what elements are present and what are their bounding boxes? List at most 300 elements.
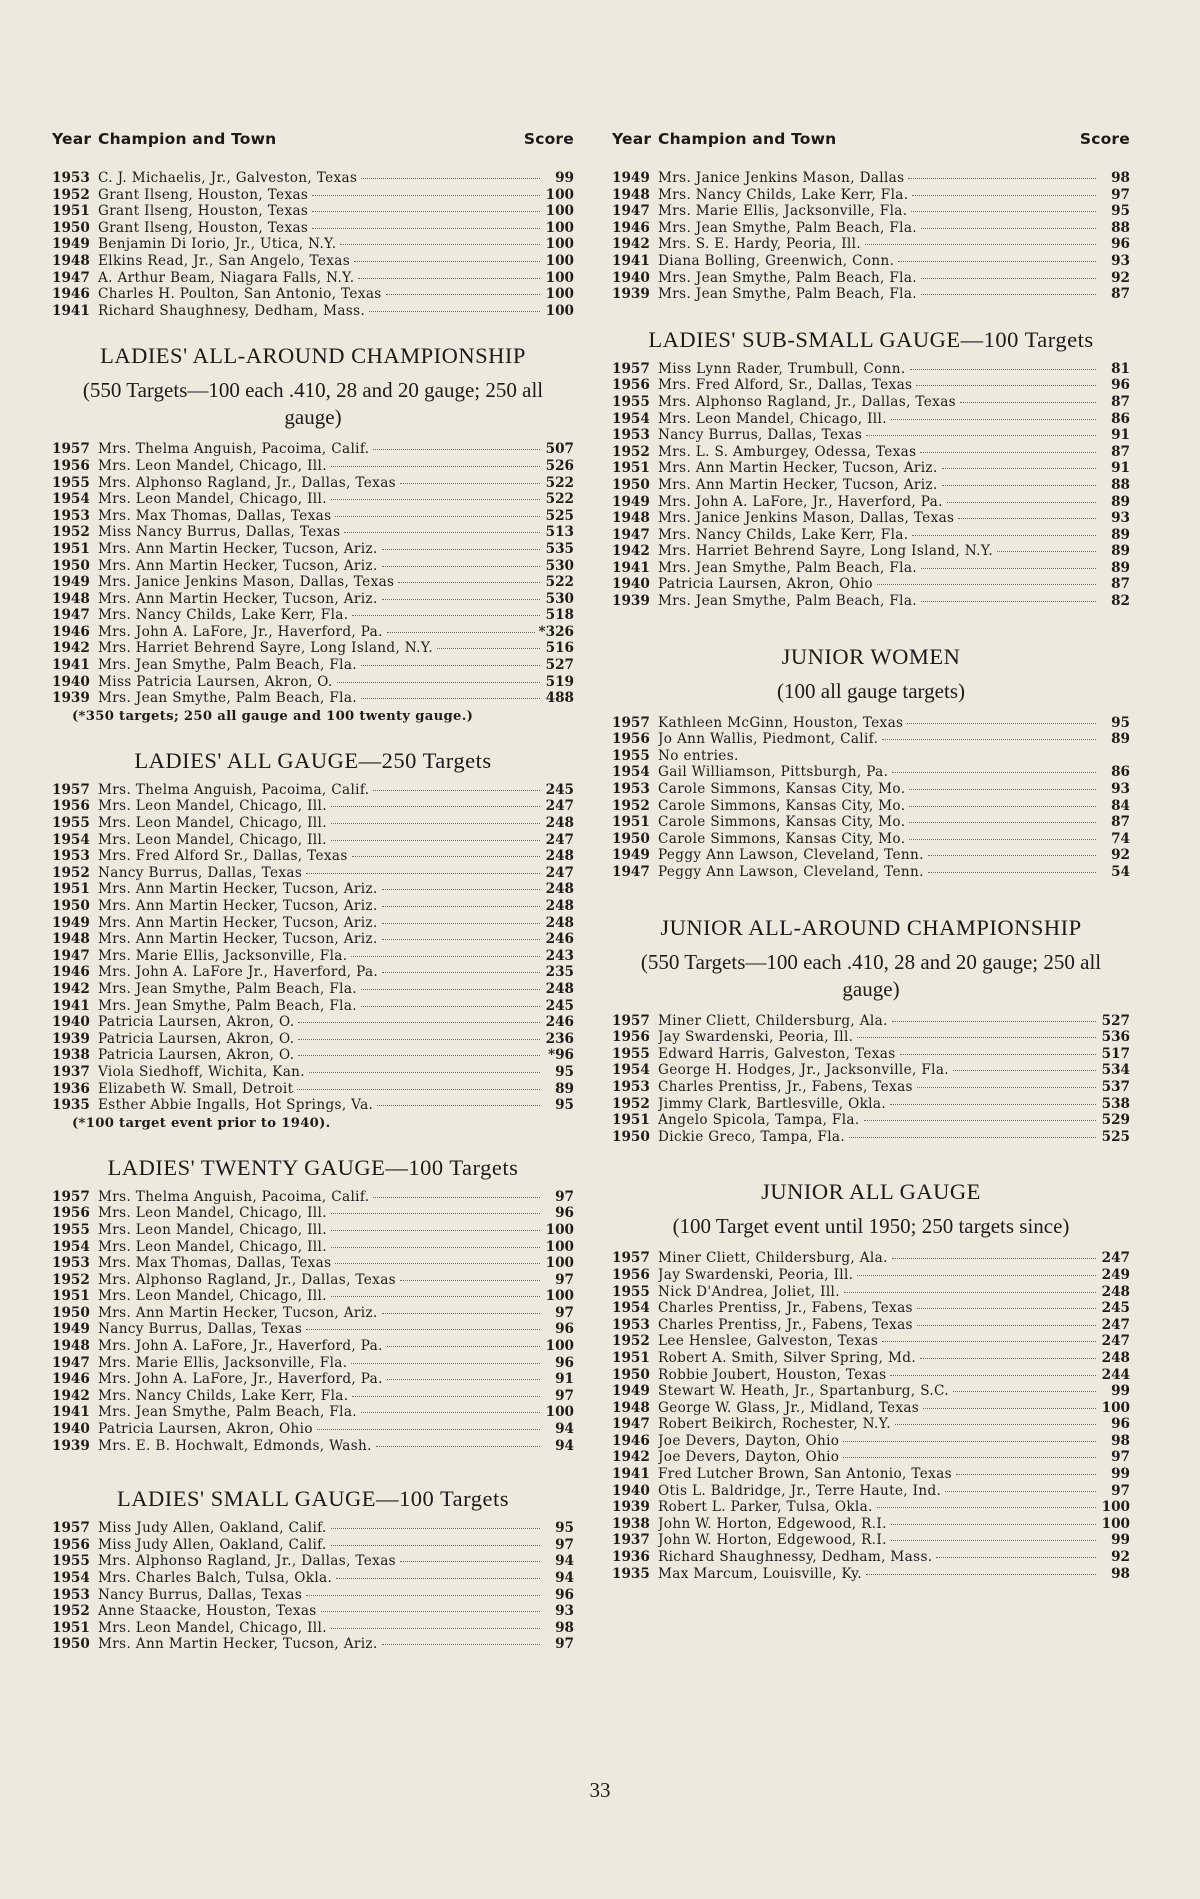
section-title: LADIES' ALL GAUGE—250 Targets (134, 747, 492, 773)
entry-score: 245 (1101, 1300, 1130, 1317)
entry-year: 1948 (52, 1338, 90, 1355)
entry-champion: Charles Prentiss, Jr., Fabens, Texas (658, 1316, 913, 1333)
entry-champion: Miss Judy Allen, Oakland, Calif. (98, 1520, 327, 1537)
dot-leader (882, 1340, 1096, 1342)
dot-leader (923, 1407, 1096, 1409)
entry-champion: Nancy Burrus, Dallas, Texas (98, 1586, 303, 1603)
entry-champion: Richard Shaughnesy, Dedham, Mass. (98, 302, 366, 319)
header-champion: Champion and Town (658, 130, 837, 148)
entry-score: 527 (1101, 1012, 1130, 1029)
entry-champion: Mrs. Ann Martin Hecker, Tucson, Ariz. (658, 476, 938, 493)
entry-year: 1946 (52, 623, 90, 640)
dot-leader (373, 789, 540, 791)
dot-leader (921, 567, 1096, 569)
list-item (52, 1371, 574, 1388)
entry-champion: Mrs. Ann Martin Hecker, Tucson, Ariz. (98, 540, 378, 557)
entry-year: 1947 (612, 526, 650, 543)
entry-champion: Mrs. Leon Mandel, Chicago, Ill. (98, 1238, 327, 1255)
entry-champion: Mrs. Ann Martin Hecker, Tucson, Ariz. (98, 1304, 378, 1321)
list-item (612, 576, 1130, 593)
entry-score: 236 (545, 1030, 574, 1047)
entry-year: 1954 (612, 410, 650, 427)
entry-year: 1948 (612, 510, 650, 527)
dot-leader (909, 838, 1096, 840)
entry-year: 1949 (52, 1321, 90, 1338)
dot-leader (877, 1506, 1096, 1508)
list-item (612, 460, 1130, 477)
dot-leader (890, 1103, 1096, 1105)
list-item (612, 170, 1130, 187)
entry-score: 527 (545, 657, 574, 674)
entry-champion: Mrs. Ann Martin Hecker, Tucson, Ariz. (658, 460, 938, 477)
dot-leader (912, 194, 1096, 196)
entry-score: 100 (545, 1338, 574, 1355)
entry-score: 100 (545, 186, 574, 203)
entry-year: 1947 (52, 947, 90, 964)
entry-score: 96 (1111, 236, 1130, 253)
dot-leader (331, 1246, 540, 1248)
entry-champion: Mrs. Ann Martin Hecker, Tucson, Ariz. (98, 881, 378, 898)
entry-score: 96 (1111, 377, 1130, 394)
dot-leader (382, 971, 540, 973)
list-item (612, 798, 1130, 815)
entry-score: 97 (555, 1271, 574, 1288)
entry-score: *96 (547, 1047, 574, 1064)
list-item (612, 1566, 1130, 1583)
dot-leader (936, 1556, 1096, 1558)
entry-score: 89 (555, 1080, 574, 1097)
entry-year: 1946 (52, 1371, 90, 1388)
entry-champion: Mrs. Janice Jenkins Mason, Dallas, Texas (98, 574, 395, 591)
entry-year: 1947 (612, 864, 650, 880)
entry-year: 1939 (52, 1030, 90, 1047)
entry-score: 247 (545, 831, 574, 848)
dot-leader (864, 1119, 1096, 1121)
entry-score: 100 (545, 219, 574, 236)
entry-champion: Mrs. John A. LaFore, Jr., Haverford, Pa. (98, 1371, 383, 1388)
dot-leader (331, 1627, 540, 1629)
entry-score: 96 (555, 1586, 574, 1603)
list-item (52, 253, 574, 270)
entry-year: 1949 (612, 170, 650, 186)
dot-leader (891, 1523, 1096, 1525)
entry-year: 1952 (612, 1333, 650, 1350)
entry-year: 1949 (52, 574, 90, 591)
entry-year: 1957 (612, 714, 650, 731)
entry-year: 1949 (52, 236, 90, 253)
list-item (52, 303, 574, 320)
list-item (612, 715, 1130, 732)
dot-leader (373, 1196, 540, 1198)
entry-champion: Mrs. Fred Alford, Sr., Dallas, Texas (658, 377, 913, 394)
entry-score: 95 (555, 1063, 574, 1080)
entry-champion: Lee Henslee, Galveston, Texas (658, 1333, 879, 1350)
entry-champion: Otis L. Baldridge, Jr., Terre Haute, Ind. (658, 1482, 942, 1499)
dot-leader (335, 1262, 540, 1264)
list-item (52, 1239, 574, 1256)
dot-leader (336, 1577, 540, 1579)
dot-leader (297, 1088, 540, 1090)
entry-champion: Mrs. Ann Martin Hecker, Tucson, Ariz. (98, 931, 378, 948)
entry-champion: Mrs. Harriet Behrend Sayre, Long Island, N.Y. (658, 543, 994, 560)
entry-year: 1951 (52, 540, 90, 557)
entry-score: 97 (555, 1387, 574, 1404)
entry-year: 1935 (52, 1097, 90, 1114)
list-item (52, 657, 574, 674)
entry-score: 100 (545, 1255, 574, 1272)
list-item (52, 832, 574, 849)
dot-leader (361, 1005, 540, 1007)
header-champion: Champion and Town (98, 130, 277, 148)
entry-score: 98 (1111, 170, 1130, 186)
entry-year: 1950 (52, 219, 90, 236)
entry-year: 1949 (52, 914, 90, 931)
dot-leader (891, 1539, 1096, 1541)
entry-score: 93 (1111, 781, 1130, 798)
entry-champion: C. J. Michaelis, Jr., Galveston, Texas (98, 170, 358, 186)
list-item (612, 1046, 1130, 1063)
right-column-header (612, 130, 1130, 148)
entry-score: 89 (1111, 559, 1130, 576)
entry-champion: Mrs. Leon Mandel, Chicago, Ill. (98, 798, 327, 815)
entry-champion: Peggy Ann Lawson, Cleveland, Tenn. (658, 847, 924, 864)
dot-leader (857, 1036, 1096, 1038)
entry-year: 1948 (52, 931, 90, 948)
dot-leader (386, 293, 540, 295)
entry-champion: Patricia Laursen, Akron, Ohio (658, 576, 873, 593)
entry-year: 1951 (612, 814, 650, 831)
entry-year: 1936 (52, 1080, 90, 1097)
entry-score: 100 (545, 203, 574, 220)
entry-year: 1953 (612, 427, 650, 444)
entry-year: 1940 (52, 1421, 90, 1438)
entry-score: 513 (545, 524, 574, 541)
entry-year: 1953 (612, 781, 650, 798)
dot-leader (376, 1445, 540, 1447)
list-item (612, 477, 1130, 494)
entry-year: 1950 (612, 830, 650, 847)
dot-leader (331, 1229, 540, 1231)
list-item (52, 1288, 574, 1305)
list-item (52, 1321, 574, 1338)
entry-champion: Mrs. Jean Smythe, Palm Beach, Fla. (98, 690, 357, 707)
entry-year: 1953 (52, 1255, 90, 1272)
entry-score: *326 (538, 623, 574, 640)
entry-year: 1936 (612, 1549, 650, 1566)
entry-year: 1947 (52, 1354, 90, 1371)
list-item (52, 1222, 574, 1239)
dot-leader (317, 1428, 540, 1430)
entry-score: 89 (1111, 493, 1130, 510)
entry-year: 1952 (52, 524, 90, 541)
section-title: LADIES' ALL-AROUND CHAMPIONSHIP (100, 343, 526, 369)
entry-score: 96 (555, 1205, 574, 1222)
dot-leader (953, 1069, 1096, 1071)
entry-champion: Robert A. Smith, Silver Spring, Md. (658, 1349, 917, 1366)
dot-leader (866, 434, 1096, 436)
entry-champion: Jimmy Clark, Bartlesville, Okla. (658, 1095, 886, 1112)
entry-year: 1953 (612, 1078, 650, 1095)
list-item (52, 1438, 574, 1455)
entry-champion: Anne Staacke, Houston, Texas (98, 1603, 317, 1620)
entry-year: 1955 (52, 1221, 90, 1238)
entry-champion: Patricia Laursen, Akron, O. (98, 1014, 295, 1031)
entry-score: 94 (555, 1553, 574, 1570)
dot-leader (382, 598, 540, 600)
entry-score: 96 (555, 1354, 574, 1371)
entry-score: 245 (545, 997, 574, 1014)
list-item (612, 593, 1130, 610)
list-item (612, 411, 1130, 428)
entry-champion: Mrs. Nancy Childs, Lake Kerr, Fla. (98, 1387, 349, 1404)
list-item (52, 1603, 574, 1620)
list-item (612, 1013, 1130, 1030)
entry-year: 1956 (612, 1029, 650, 1046)
dot-leader (945, 1490, 1096, 1492)
list-item (612, 731, 1130, 748)
ladies-sub-small-gauge-list (612, 361, 1130, 610)
entry-year: 1949 (612, 493, 650, 510)
list-item (52, 1404, 574, 1421)
entry-champion: Nancy Burrus, Dallas, Texas (658, 427, 863, 444)
entry-score: 525 (1101, 1128, 1130, 1145)
entry-champion: Mrs. Ann Martin Hecker, Tucson, Ariz. (98, 914, 378, 931)
entry-champion: Mrs. Jean Smythe, Palm Beach, Fla. (658, 219, 917, 236)
entry-champion: Stewart W. Heath, Jr., Spartanburg, S.C. (658, 1383, 949, 1400)
entry-score: 98 (1111, 1565, 1130, 1582)
entry-score: 518 (545, 607, 574, 624)
dot-leader (382, 565, 540, 567)
entry-year: 1955 (52, 474, 90, 491)
entry-champion: Mrs. Fred Alford Sr., Dallas, Texas (98, 848, 348, 865)
dot-leader (892, 1257, 1096, 1259)
list-item (612, 1250, 1130, 1267)
entry-year: 1950 (612, 1128, 650, 1145)
dot-leader (306, 1594, 540, 1596)
entry-score: 86 (1111, 764, 1130, 781)
entry-year: 1954 (612, 1062, 650, 1079)
list-item (612, 1267, 1130, 1284)
entry-year: 1942 (612, 1449, 650, 1466)
entry-champion: Mrs. S. E. Hardy, Peoria, Ill. (658, 236, 861, 253)
section-note: (*100 target event prior to 1940). (72, 1115, 331, 1131)
list-item (52, 220, 574, 237)
ladies-all-around-section (52, 343, 574, 724)
list-item (612, 864, 1130, 881)
dot-leader (921, 277, 1096, 279)
entry-champion: Mrs. Leon Mandel, Chicago, Ill. (98, 491, 327, 508)
entry-champion: Mrs. Janice Jenkins Mason, Dallas (658, 170, 905, 186)
entry-champion: Grant Ilseng, Houston, Texas (98, 219, 309, 236)
junior-all-gauge-list (612, 1250, 1130, 1582)
list-item (52, 981, 574, 998)
dot-leader (928, 854, 1096, 856)
entry-score: 536 (1101, 1029, 1130, 1046)
entry-year: 1952 (612, 443, 650, 460)
entry-score: 507 (545, 441, 574, 458)
entry-score: 247 (545, 798, 574, 815)
entry-year: 1956 (52, 798, 90, 815)
entry-year: 1952 (52, 1271, 90, 1288)
dot-leader (358, 277, 540, 279)
entry-score: 81 (1111, 360, 1130, 377)
entry-year: 1942 (52, 640, 90, 657)
list-item (612, 1433, 1130, 1450)
junior-women-section (612, 644, 1130, 881)
list-item (612, 560, 1130, 577)
list-item (52, 203, 574, 220)
list-item (52, 964, 574, 981)
list-item (612, 1300, 1130, 1317)
entry-year: 1957 (612, 1250, 650, 1267)
entry-score: 244 (1101, 1366, 1130, 1383)
list-item (52, 1064, 574, 1081)
entry-champion: Mrs. Charles Balch, Tulsa, Okla. (98, 1570, 333, 1586)
entry-year: 1947 (52, 607, 90, 624)
dot-leader (909, 821, 1096, 823)
entry-year: 1941 (612, 559, 650, 576)
list-item (612, 187, 1130, 204)
entry-score: 100 (545, 1404, 574, 1421)
list-item (52, 1355, 574, 1372)
entry-champion: Kathleen McGinn, Houston, Texas (658, 714, 904, 731)
ladies-all-around-list (52, 441, 574, 707)
list-item (52, 441, 574, 458)
list-item (52, 1587, 574, 1604)
entry-year: 1952 (52, 1603, 90, 1620)
entry-score: 525 (545, 507, 574, 524)
dot-leader (337, 681, 540, 683)
dot-leader (298, 1021, 540, 1023)
entry-year: 1957 (52, 781, 90, 798)
dot-leader (857, 1274, 1096, 1276)
list-item (612, 1333, 1130, 1350)
list-item (52, 798, 574, 815)
list-item (52, 1205, 574, 1222)
entry-champion: Mrs. Thelma Anguish, Pacoima, Calif. (98, 1188, 370, 1205)
entry-score: 248 (545, 898, 574, 914)
list-item (612, 543, 1130, 560)
list-item (612, 220, 1130, 237)
entry-year: 1951 (52, 1619, 90, 1636)
entry-champion: Mrs. L. S. Amburgey, Odessa, Texas (658, 443, 917, 460)
dot-leader (312, 210, 540, 212)
list-item (612, 1516, 1130, 1533)
entry-champion: Mrs. Jean Smythe, Palm Beach, Fla. (98, 980, 357, 997)
section-title: LADIES' SUB-SMALL GAUGE—100 Targets (648, 326, 1094, 352)
header-year: Year (612, 130, 652, 148)
entry-champion: Mrs. Jean Smythe, Palm Beach, Fla. (658, 269, 917, 286)
dot-leader (882, 738, 1096, 740)
entry-year: 1951 (612, 1349, 650, 1366)
entry-year: 1937 (612, 1532, 650, 1549)
entry-score: 247 (1101, 1316, 1130, 1333)
entry-score: 247 (1101, 1333, 1130, 1350)
entry-champion: Mrs. Thelma Anguish, Pacoima, Calif. (98, 441, 370, 458)
list-item (612, 831, 1130, 848)
list-item (612, 427, 1130, 444)
entry-year: 1946 (52, 286, 90, 303)
entry-year: 1941 (612, 1466, 650, 1483)
entry-year: 1951 (612, 460, 650, 477)
entry-champion: Jo Ann Wallis, Piedmont, Calif. (658, 731, 879, 748)
dot-leader (361, 697, 540, 699)
entry-score: 249 (1101, 1266, 1130, 1283)
entry-year: 1939 (612, 1499, 650, 1516)
entry-year: 1941 (52, 302, 90, 319)
entry-score: 516 (545, 640, 574, 657)
entry-champion: Mrs. Thelma Anguish, Pacoima, Calif. (98, 781, 370, 798)
entry-champion: Mrs. Alphonso Ragland, Jr., Dallas, Texas (98, 1553, 396, 1570)
dot-leader (306, 872, 540, 874)
list-item (612, 1549, 1130, 1566)
entry-year: 1954 (612, 1300, 650, 1317)
entry-score: 246 (545, 1014, 574, 1031)
entry-year: 1942 (612, 236, 650, 253)
entry-score: 94 (555, 1437, 574, 1454)
entry-year: 1956 (52, 1205, 90, 1222)
entry-score: 248 (1101, 1349, 1130, 1366)
entry-champion: Mrs. Leon Mandel, Chicago, Ill. (98, 1205, 327, 1222)
entry-champion: Mrs. Janice Jenkins Mason, Dallas, Texas (658, 510, 955, 527)
entry-year: 1952 (52, 864, 90, 881)
entry-score: 488 (545, 690, 574, 707)
entry-score: 99 (1111, 1532, 1130, 1549)
entry-score: 522 (545, 491, 574, 508)
entry-score: 93 (1111, 252, 1130, 269)
dot-leader (891, 418, 1096, 420)
entry-score: 248 (545, 980, 574, 997)
list-item (612, 1079, 1130, 1096)
entry-champion: John W. Horton, Edgewood, R.I. (658, 1515, 887, 1532)
list-item (52, 1520, 574, 1537)
entry-champion: Elizabeth W. Small, Detroit (98, 1080, 294, 1097)
dot-leader (892, 1020, 1096, 1022)
list-item (52, 558, 574, 575)
entry-score: 95 (1111, 714, 1130, 731)
ladies-small-gauge-list (52, 1520, 574, 1653)
entry-score: 93 (1111, 510, 1130, 527)
list-item (612, 270, 1130, 287)
dot-leader (312, 194, 540, 196)
list-item (52, 998, 574, 1015)
list-item (52, 1421, 574, 1438)
dot-leader (895, 1423, 1096, 1425)
dot-leader (298, 1038, 540, 1040)
list-item (52, 286, 574, 303)
right-column (612, 130, 1130, 1582)
list-item (52, 1047, 574, 1064)
entry-champion: Gail Williamson, Pittsburgh, Pa. (658, 764, 889, 781)
entry-champion: Mrs. Jean Smythe, Palm Beach, Fla. (658, 559, 917, 576)
dot-leader (361, 988, 540, 990)
entry-score: 100 (545, 269, 574, 286)
list-item (612, 361, 1130, 378)
dot-leader (331, 1212, 540, 1214)
list-item (52, 187, 574, 204)
entry-year: 1942 (52, 1387, 90, 1404)
entry-year: 1939 (52, 690, 90, 707)
dot-leader (312, 227, 540, 229)
list-item (612, 236, 1130, 253)
dot-leader (909, 805, 1096, 807)
entry-champion: Patricia Laursen, Akron, O. (98, 1030, 295, 1047)
list-item (612, 1499, 1130, 1516)
entry-year: 1952 (612, 1095, 650, 1112)
list-item (52, 475, 574, 492)
entry-champion: Viola Siedhoff, Wichita, Kan. (98, 1063, 305, 1080)
entry-champion: Max Marcum, Louisville, Ky. (658, 1565, 863, 1582)
